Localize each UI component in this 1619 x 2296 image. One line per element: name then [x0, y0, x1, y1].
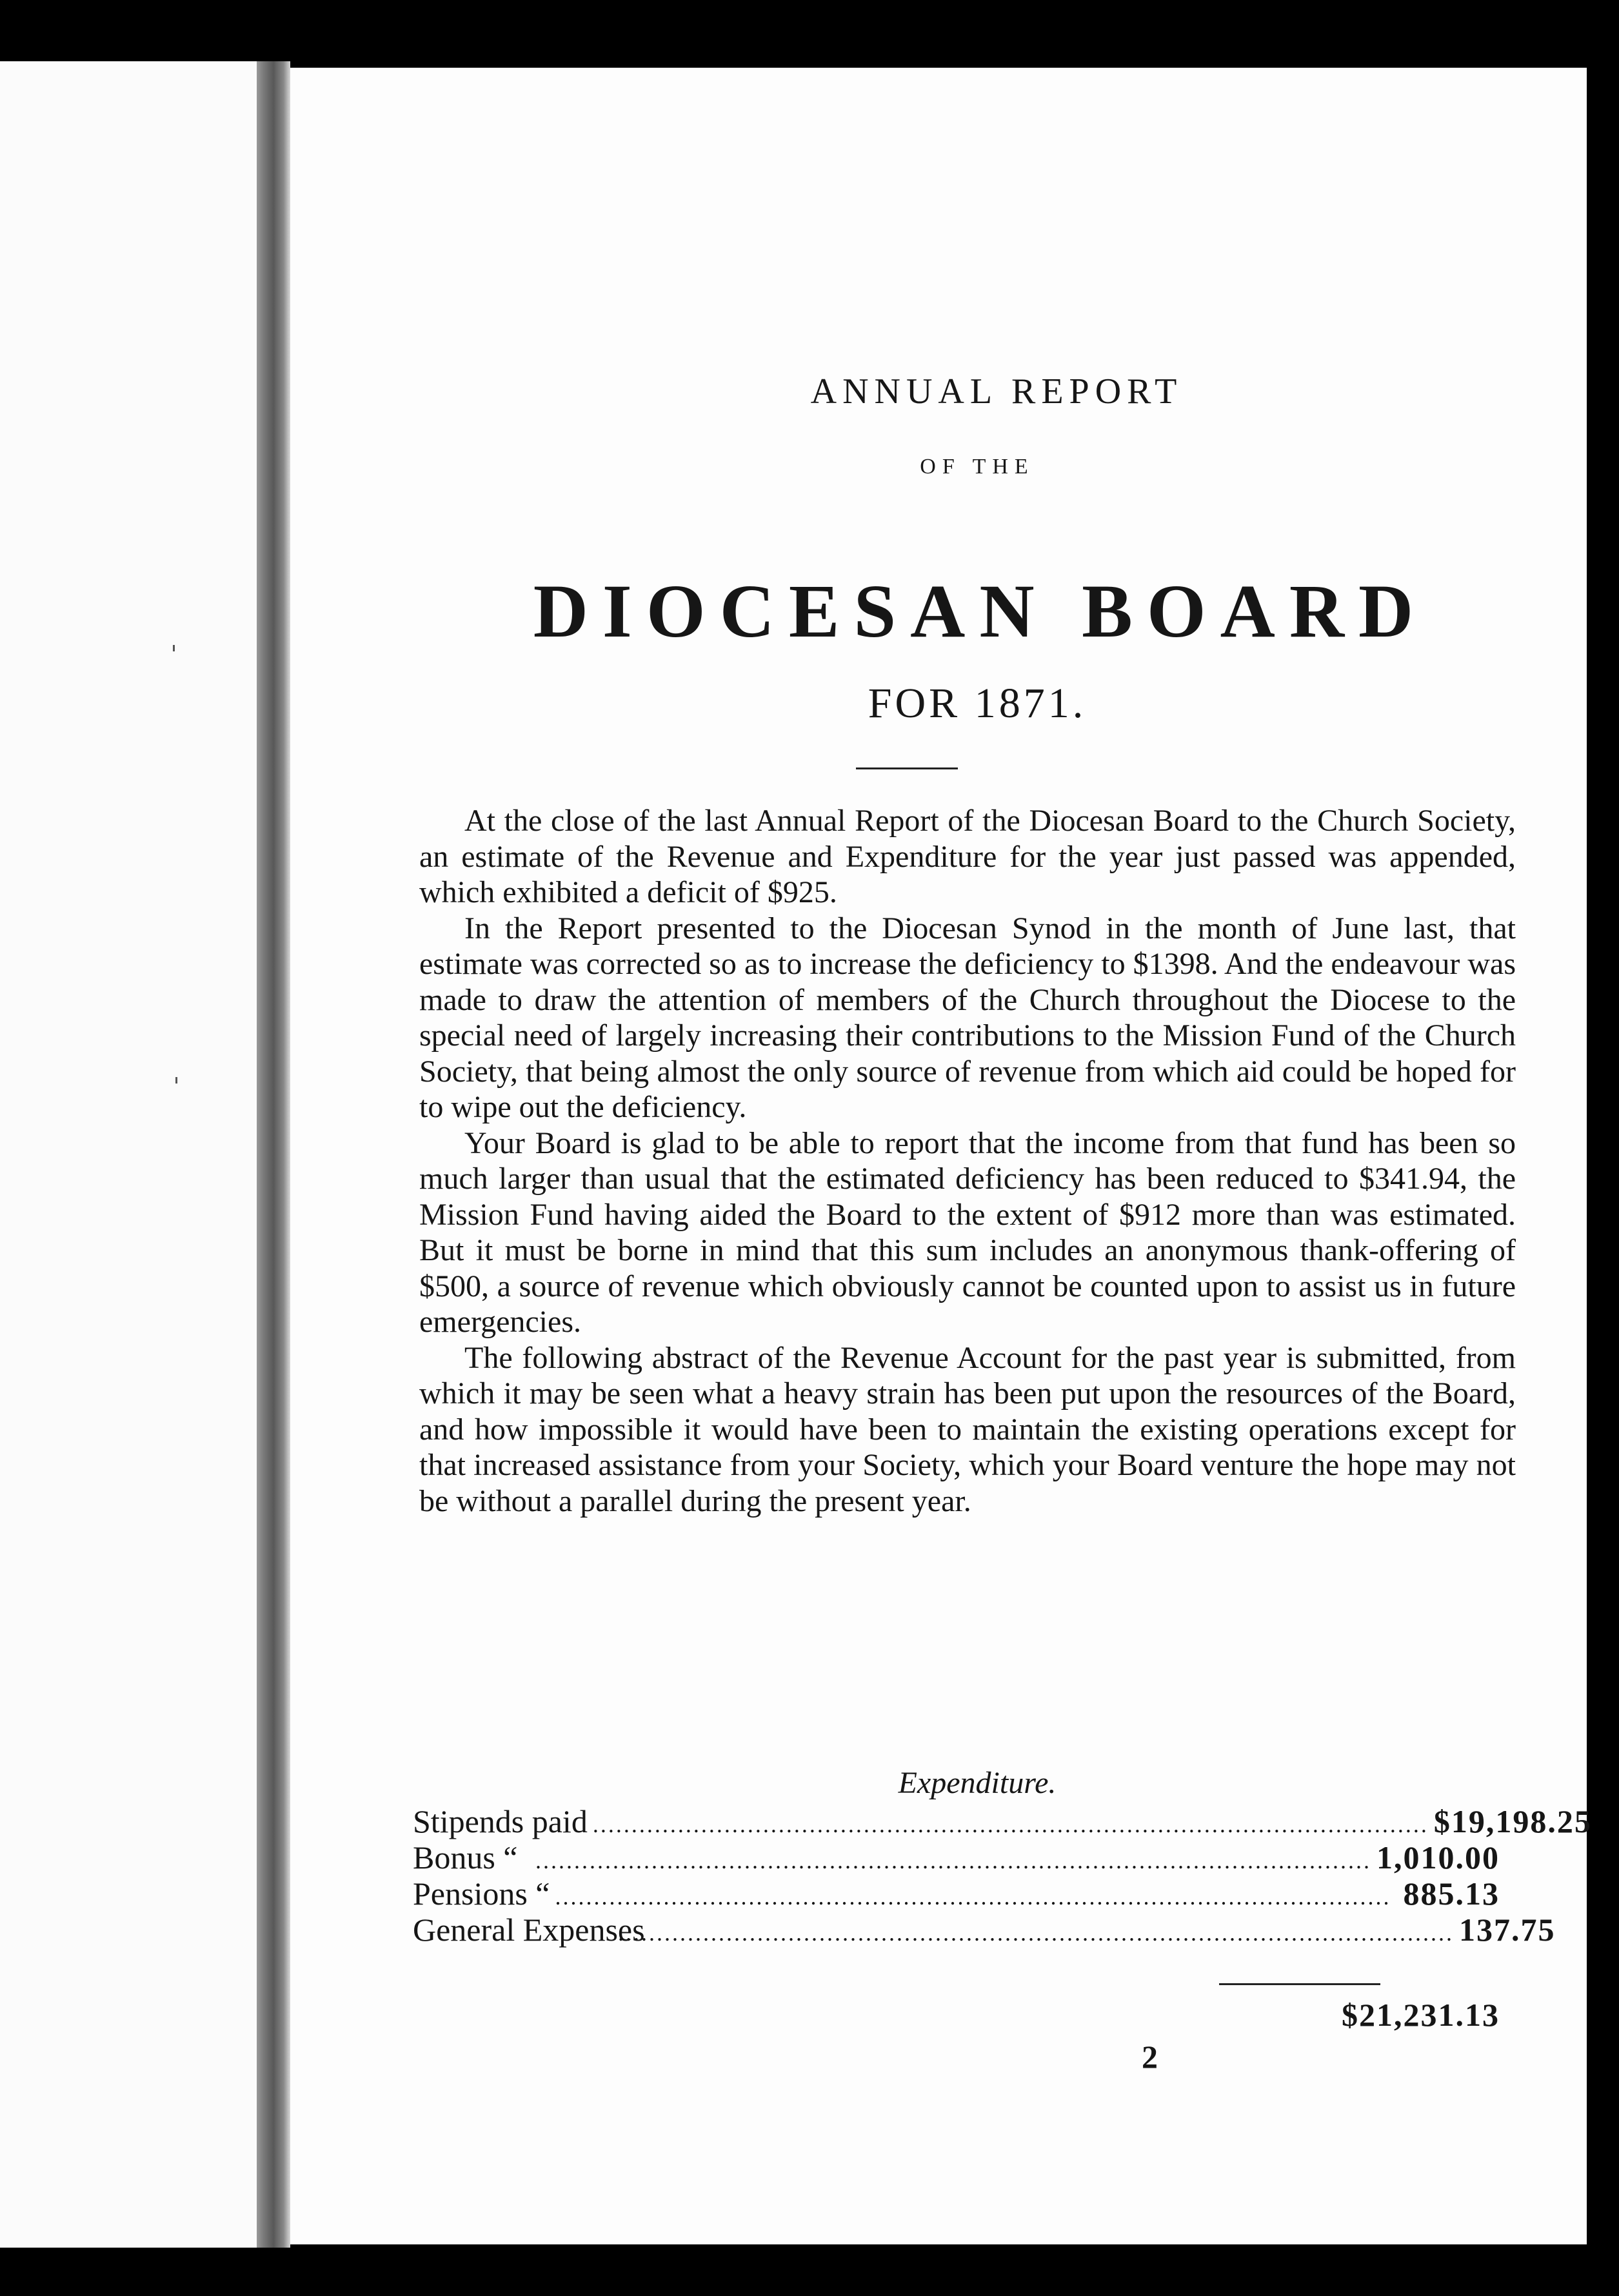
paragraph: The following abstract of the Revenue Account for the past year is submitted, from which it may be seen what a heavy strain has been put upon the resources of the Board, and how impossible it would have been to maintain the existing operations except for that increased assistance from your Society, which your Board venture the hope may not be without a parallel during the present year.	[419, 1340, 1516, 1518]
expenditure-label: Stipends paid	[413, 1803, 588, 1839]
report-title-connector: OF THE	[920, 455, 1035, 479]
title-divider	[856, 767, 958, 769]
page-number: 2	[1142, 2039, 1158, 2075]
expenditure-row	[413, 1911, 1556, 1948]
report-main-title: DIOCESAN BOARD	[533, 569, 1428, 653]
expenditure-table	[413, 1803, 1592, 1948]
expenditure-amount: 137.75	[1459, 1912, 1556, 1948]
facing-page	[0, 61, 257, 2248]
leader-dots: ............................................................................................................	[535, 1848, 1371, 1874]
expenditure-row	[413, 1875, 1500, 1911]
report-title-line: ANNUAL REPORT	[810, 371, 1183, 411]
paragraph: Your Board is glad to be able to report that the income from that fund has been so much larger than usual that the estimated deficiency has been reduced to $341.94, the Mission Fund having aided the Board to the extent of $912 more than was estimated. But it must be borne in mind that this sum includes an anonymous thank-offering of $500, a source of revenue which obviously cannot be counted upon to assist us in future emergencies.	[419, 1125, 1516, 1339]
expenditure-row	[413, 1839, 1500, 1875]
total-rule	[1219, 1983, 1380, 1985]
expenditure-label: Pensions “	[413, 1875, 550, 1912]
paragraph: In the Report presented to the Diocesan Synod in the month of June last, that estimate was corrected so as to increase the deficiency to $1398. And the endeavour was made to draw the attention of members of the Church throughout the Diocese to the special need of largely increasing their contributions to the Mission Fund of the Church Society, that being almost the only source of revenue from which aid could be hoped for to wipe out the deficiency.	[419, 911, 1516, 1124]
expenditure-amount: 1,010.00	[1376, 1839, 1500, 1875]
expenditure-amount: $19,198.25	[1433, 1803, 1592, 1839]
expenditure-label: General Expenses	[413, 1912, 645, 1948]
report-body	[419, 803, 1516, 1519]
scan-speck	[173, 645, 175, 651]
leader-dots: ............................................................................................................	[592, 1812, 1429, 1837]
paragraph: At the close of the last Annual Report of the Diocesan Board to the Church Society, an estimate of the Revenue and Expenditure for the year just passed was appended, which exhibited a deficit of $925.	[419, 804, 1516, 909]
expenditure-amount: 885.13	[1403, 1875, 1500, 1912]
report-year: FOR 1871.	[868, 680, 1087, 727]
document-page	[290, 68, 1592, 2244]
scan-speck	[175, 1077, 177, 1084]
expenditure-row	[413, 1803, 1592, 1839]
book-gutter	[257, 61, 290, 2248]
leader-dots: ............................................................................................................	[618, 1920, 1454, 1946]
expenditure-label: Bonus “	[413, 1839, 518, 1875]
leader-dots: ............................................................................................................	[555, 1884, 1391, 1910]
expenditure-total: $21,231.13	[1342, 1997, 1500, 2033]
expenditure-heading: Expenditure.	[898, 1766, 1057, 1800]
